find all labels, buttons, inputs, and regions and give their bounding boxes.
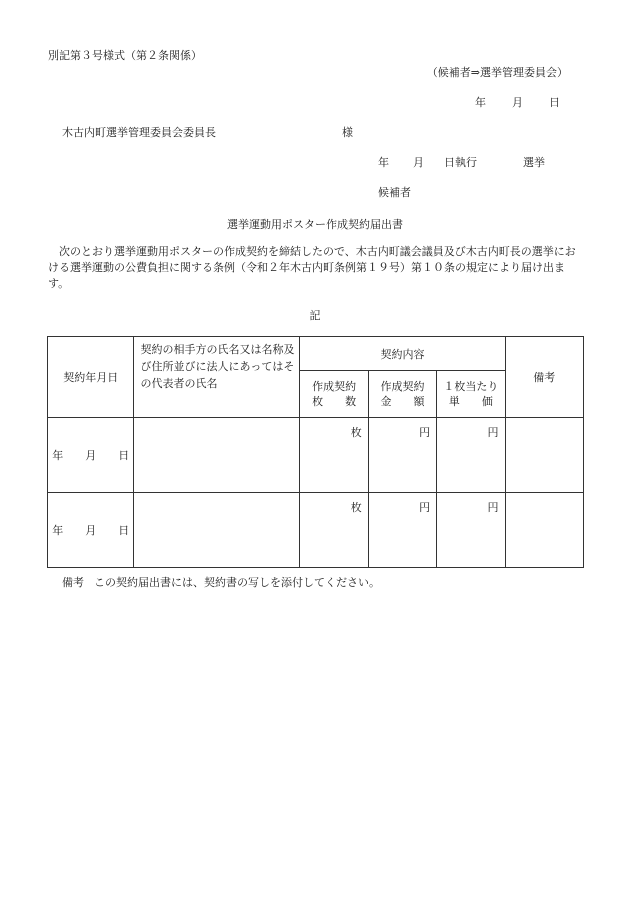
header-poster-count-line1: 作成契約 bbox=[312, 380, 357, 393]
header-poster-count-line2: 枚 数 bbox=[312, 395, 357, 408]
header-poster-count bbox=[300, 371, 368, 418]
row-unit-price[interactable]: 円 bbox=[437, 418, 505, 493]
header-contract-amount-line2: 金 額 bbox=[380, 395, 425, 408]
addressee: 木古内町選挙管理委員会委員長 bbox=[62, 126, 216, 139]
header-contract-content: 契約内容 bbox=[300, 337, 505, 371]
election-day-label: 日執行 bbox=[444, 156, 477, 169]
candidate-label: 候補者 bbox=[378, 186, 411, 199]
header-contract-amount bbox=[368, 371, 436, 418]
body-text: 次のとおり選挙運動用ポスターの作成契約を締結したので、木古内町議会議員及び木古内町長の選挙における選挙運動の公費負担に関する条例（令和２年木古内町条例第１９号）第１０条の規定により届け出ます。 bbox=[48, 245, 576, 290]
header-unit-price-line2: 単 価 bbox=[448, 395, 493, 408]
election-month-label: 月 bbox=[413, 156, 424, 169]
table-row bbox=[48, 493, 584, 568]
addressee-suffix: 様 bbox=[342, 126, 353, 139]
row-remarks[interactable] bbox=[505, 418, 583, 493]
header-unit-price bbox=[437, 371, 505, 418]
row-count[interactable]: 枚 bbox=[300, 493, 368, 568]
row-amount[interactable]: 円 bbox=[368, 418, 436, 493]
row-count[interactable]: 枚 bbox=[300, 418, 368, 493]
footnote-text: この契約届出書には、契約書の写しを添付してください。 bbox=[94, 576, 380, 589]
row-amount[interactable]: 円 bbox=[368, 493, 436, 568]
row-party[interactable] bbox=[134, 418, 300, 493]
date-day-label: 日 bbox=[549, 96, 560, 109]
header-row bbox=[48, 337, 584, 371]
row-date[interactable]: 年 月 日 bbox=[48, 418, 134, 493]
election-line bbox=[378, 154, 545, 170]
table-row bbox=[48, 418, 584, 493]
header-contract-party: 契約の相手方の氏名又は名称及び住所並びに法人にあってはその代表者の氏名 bbox=[134, 337, 300, 418]
row-party[interactable] bbox=[134, 493, 300, 568]
footnote bbox=[62, 574, 380, 590]
submission-date bbox=[475, 94, 560, 110]
row-remarks[interactable] bbox=[505, 493, 583, 568]
election-suffix: 選挙 bbox=[523, 156, 545, 169]
row-date[interactable]: 年 月 日 bbox=[48, 493, 134, 568]
date-month-label: 月 bbox=[512, 96, 523, 109]
ki-heading: 記 bbox=[309, 309, 321, 322]
document-title: 選挙運動用ポスター作成契約届出書 bbox=[227, 218, 403, 231]
date-year-label: 年 bbox=[475, 96, 486, 109]
election-year-label: 年 bbox=[378, 156, 389, 169]
submit-route: （候補者⇒選挙管理委員会） bbox=[426, 66, 568, 79]
header-contract-date: 契約年月日 bbox=[48, 337, 134, 418]
contract-table bbox=[47, 336, 584, 568]
header-unit-price-line1: １枚当たり bbox=[443, 380, 499, 393]
header-contract-amount-line1: 作成契約 bbox=[380, 380, 425, 393]
row-unit-price[interactable]: 円 bbox=[437, 493, 505, 568]
footnote-label: 備考 bbox=[62, 576, 84, 589]
form-number: 別記第３号様式（第２条関係） bbox=[48, 49, 202, 62]
header-remarks: 備考 bbox=[505, 337, 583, 418]
